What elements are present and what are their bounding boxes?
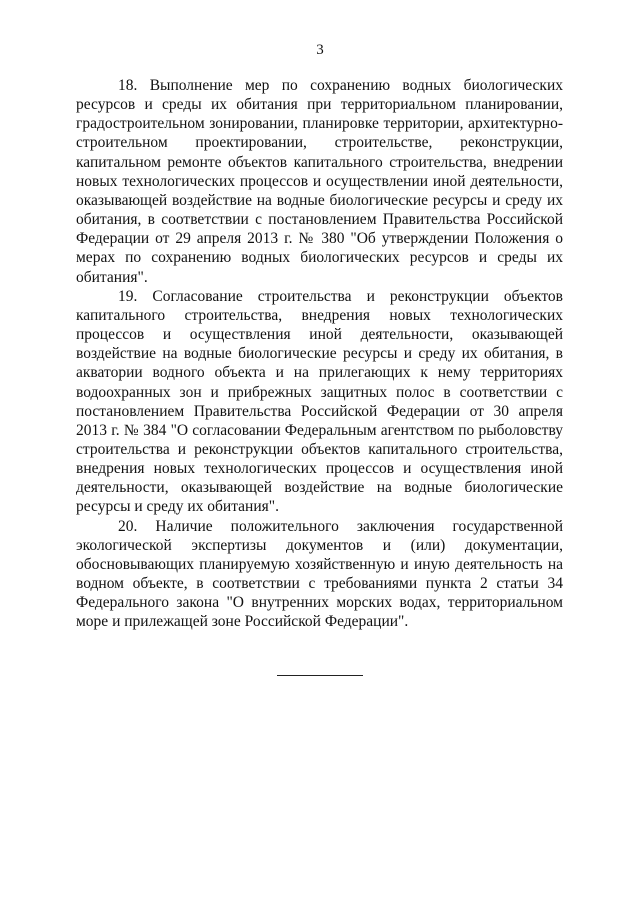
page-number: 3: [316, 42, 324, 58]
paragraph-18: 18. Выполнение мер по сохранению водных биологических ресурсов и среды их обитания при территориальном планировании, градостроительном зонировании, планировке территории, архитектурно-строительном проектировании, строительстве, реконструкции, капитальном ремонте объектов капитального строительства, внедрении новых технологических процессов и осуществлении иной деятельности, оказывающей воздействие на водные биологические ресурсы и среду их обитания, в соответствии с постановлением Правительства Российской Федерации от 29 апреля 2013 г. № 380 "Об утверждении Положения о мерах по сохранению водных биологических ресурсов и среды их обитания".: [76, 77, 563, 286]
paragraph-20: 20. Наличие положительного заключения государственной экологической экспертизы документов и (или) документации, обосновывающих планируемую хозяйственную и иную деятельность на водном объекте, в соответствии с требованиями пункта 2 статьи 34 Федерального закона "О внутренних морских водах, территориальном море и прилежащей зоне Российской Федерации".: [76, 517, 563, 631]
document-body: [76, 76, 563, 632]
end-of-text-rule: [277, 675, 363, 676]
paragraph-19: 19. Согласование строительства и реконструкции объектов капитального строительства, внедрения новых технологических процессов и осуществления иной деятельности, оказывающей воздействие на водные биологические ресурсы и среду их обитания, в акватории водного объекта и на прилегающих к нему территориях водоохранных зон и прибрежных защитных полос в соответствии с постановлением Правительства Российской Федерации от 30 апреля 2013 г. № 384 "О согласовании Федеральным агентством по рыболовству строительства и реконструкции объектов капитального строительства, внедрения новых технологических процессов и осуществления иной деятельности, оказывающей воздействие на водные биологические ресурсы и среду их обитания".: [76, 287, 563, 516]
